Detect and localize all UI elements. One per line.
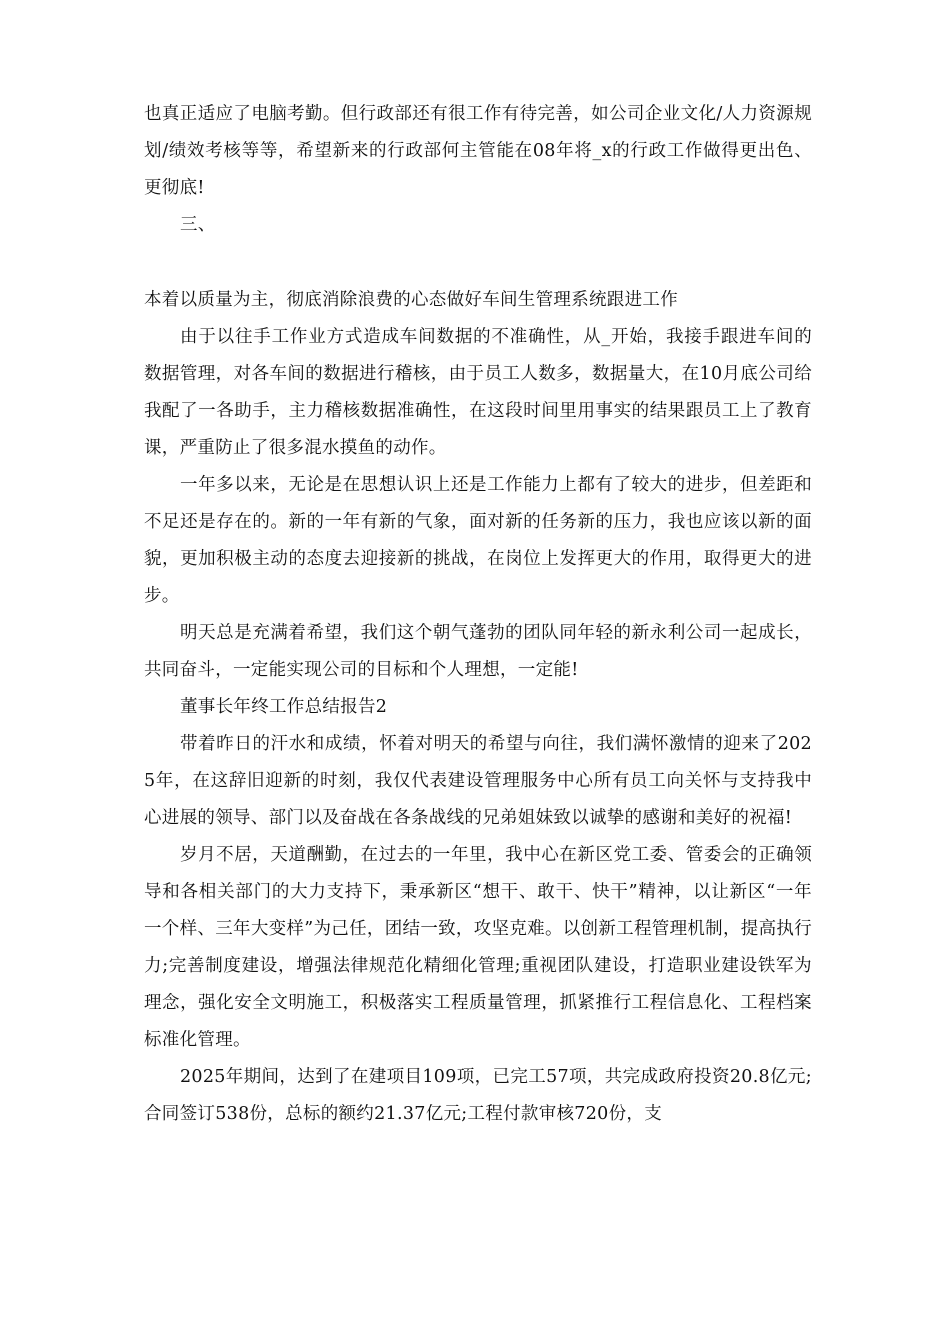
document-body [144, 96, 812, 1133]
paragraph-statistics: 2025年期间，达到了在建项目109项，已完工57项，共完成政府投资20.8亿元;合同签订538份，总标的额约21.37亿元;工程付款审核720份，支 [144, 1067, 812, 1124]
report-title-2: 董事长年终工作总结报告2 [180, 697, 388, 717]
section-title-quality: 本着以质量为主，彻底消除浪费的心态做好车间生管理系统跟进工作 [144, 290, 678, 310]
paragraph-year-review: 岁月不居，天道酬勤，在过去的一年里，我中心在新区党工委、管委会的正确领导和各相关部门的大力支持下，秉承新区“想干、敢干、快干”精神，以让新区“一年一个样、三年大变样”为己任，团结一致，攻坚克难。以创新工程管理机制，提高执行力;完善制度建设，增强法律规范化精细化管理;重视团队建设，打造职业建设铁军为理念，强化安全文明施工，积极落实工程质量管理，抓紧推行工程信息化、工程档案标准化管理。 [144, 845, 812, 1050]
paragraph-workshop-data: 由于以往手工作业方式造成车间数据的不准确性，从_开始，我接手跟进车间的数据管理，对各车间的数据进行稽核，由于员工人数多，数据量大，在10月底公司给我配了一各助手，主力稽核数据准确性，在这段时间里用事实的结果跟员工上了教育课，严重防止了很多混水摸鱼的动作。 [144, 327, 812, 458]
section-number-three: 三、 [180, 215, 216, 235]
paragraph-progress: 一年多以来，无论是在思想认识上还是工作能力上都有了较大的进步，但差距和不足还是存在的。新的一年有新的气象，面对新的任务新的压力，我也应该以新的面貌，更加积极主动的态度去迎接新的挑战，在岗位上发挥更大的作用，取得更大的进步。 [144, 475, 812, 606]
paragraph-admin-continuation: 也真正适应了电脑考勤。但行政部还有很工作有待完善，如公司企业文化/人力资源规划/绩效考核等等，希望新来的行政部何主管能在08年将_x的行政工作做得更出色、更彻底! [144, 104, 812, 198]
paragraph-future-hope: 明天总是充满着希望，我们这个朝气蓬勃的团队同年轻的新永利公司一起成长，共同奋斗，一定能实现公司的目标和个人理想，一定能! [144, 623, 812, 680]
paragraph-new-year-greeting: 带着昨日的汗水和成绩，怀着对明天的希望与向往，我们满怀激情的迎来了2025年，在这辞旧迎新的时刻，我仅代表建设管理服务中心所有员工向关怀与支持我中心进展的领导、部门以及奋战在各条战线的兄弟姐妹致以诚挚的感谢和美好的祝福! [144, 734, 812, 828]
